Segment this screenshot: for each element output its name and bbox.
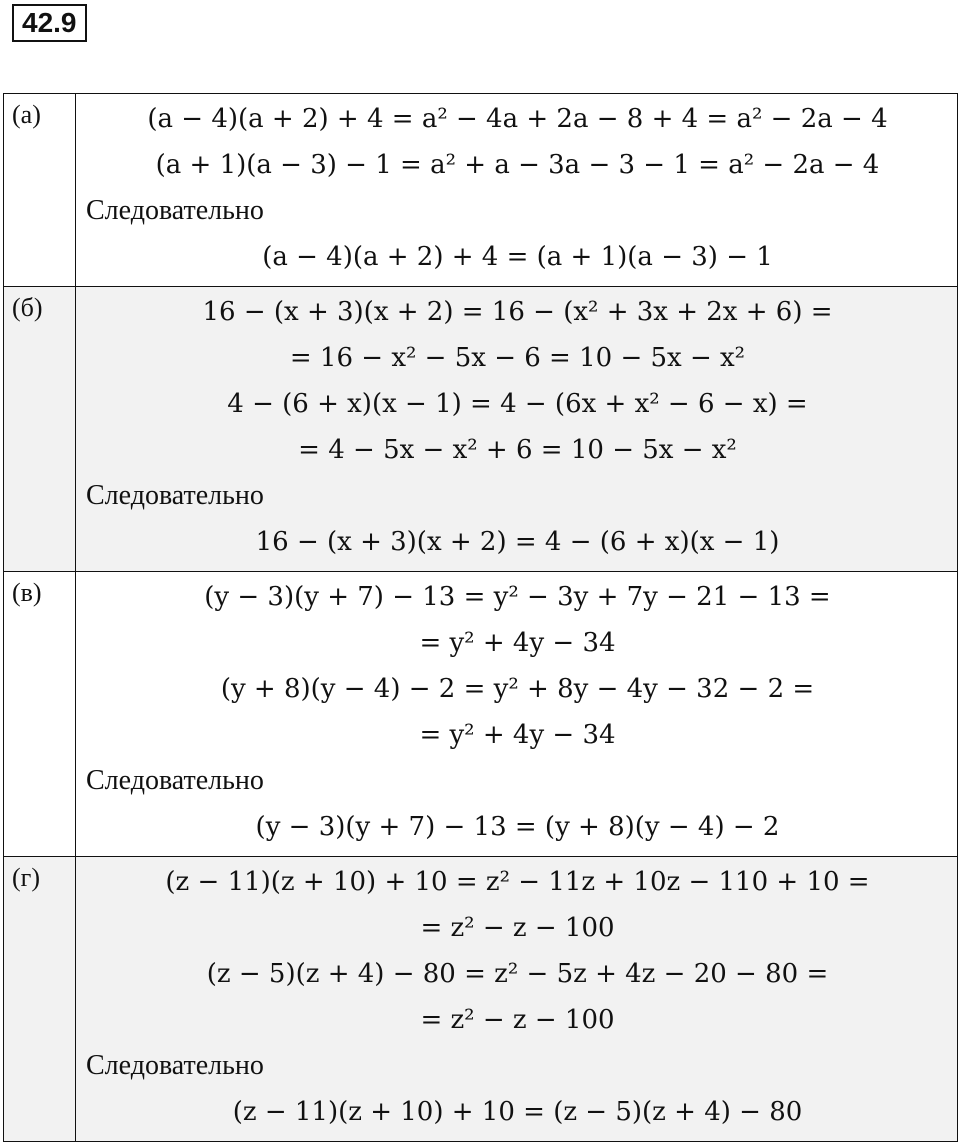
conclusion-word: Следовательно xyxy=(86,1050,264,1081)
row-label: (в) xyxy=(4,572,76,857)
solution-row xyxy=(4,857,958,1142)
equation-line: (y − 3)(y + 7) − 13 = y² − 3y + 7y − 21 − 13 = xyxy=(204,582,831,612)
equation-line: (z − 5)(z + 4) − 80 = z² − 5z + 4z − 20 − 80 = xyxy=(206,959,829,989)
equation-line: (y − 3)(y + 7) − 13 = (y + 8)(y − 4) − 2 xyxy=(255,812,780,842)
equation-line: 4 − (6 + x)(x − 1) = 4 − (6x + x² − 6 − x) = xyxy=(227,389,808,419)
solution-rows xyxy=(4,94,958,1142)
row-content xyxy=(76,287,958,572)
equation-line: = z² − z − 100 xyxy=(420,913,615,943)
row-label: (а) xyxy=(4,94,76,287)
problem-number: 42.9 xyxy=(12,4,87,42)
equation-line: = y² + 4y − 34 xyxy=(419,628,616,658)
equation-line: = y² + 4y − 34 xyxy=(419,720,616,750)
equation-line: (z − 11)(z + 10) + 10 = (z − 5)(z + 4) − 80 xyxy=(232,1097,803,1127)
row-label: (г) xyxy=(4,857,76,1142)
equation-line: (a + 1)(a − 3) − 1 = a² + a − 3a − 3 − 1 = a² − 2a − 4 xyxy=(155,150,880,180)
row-content xyxy=(76,94,958,287)
equation-line: (a − 4)(a + 2) + 4 = a² − 4a + 2a − 8 + 4 = a² − 2a − 4 xyxy=(147,104,888,134)
equation-line: = z² − z − 100 xyxy=(420,1005,615,1035)
solution-row xyxy=(4,94,958,287)
solution-row xyxy=(4,287,958,572)
solution-row xyxy=(4,572,958,857)
equation-line: = 16 − x² − 5x − 6 = 10 − 5x − x² xyxy=(289,343,746,373)
conclusion-word: Следовательно xyxy=(86,195,264,226)
equation-line: 16 − (x + 3)(x + 2) = 4 − (6 + x)(x − 1) xyxy=(255,527,780,557)
conclusion-word: Следовательно xyxy=(86,765,264,796)
solution-table xyxy=(3,93,958,1142)
row-content xyxy=(76,572,958,857)
row-label: (б) xyxy=(4,287,76,572)
row-content xyxy=(76,857,958,1142)
equation-line: = 4 − 5x − x² + 6 = 10 − 5x − x² xyxy=(298,435,737,465)
equation-line: (z − 11)(z + 10) + 10 = z² − 11z + 10z − 110 + 10 = xyxy=(165,867,870,897)
equation-line: (a − 4)(a + 2) + 4 = (a + 1)(a − 3) − 1 xyxy=(262,242,773,272)
conclusion-word: Следовательно xyxy=(86,480,264,511)
equation-line: (y + 8)(y − 4) − 2 = y² + 8y − 4y − 32 − 2 = xyxy=(220,674,815,704)
equation-line: 16 − (x + 3)(x + 2) = 16 − (x² + 3x + 2x + 6) = xyxy=(202,297,833,327)
